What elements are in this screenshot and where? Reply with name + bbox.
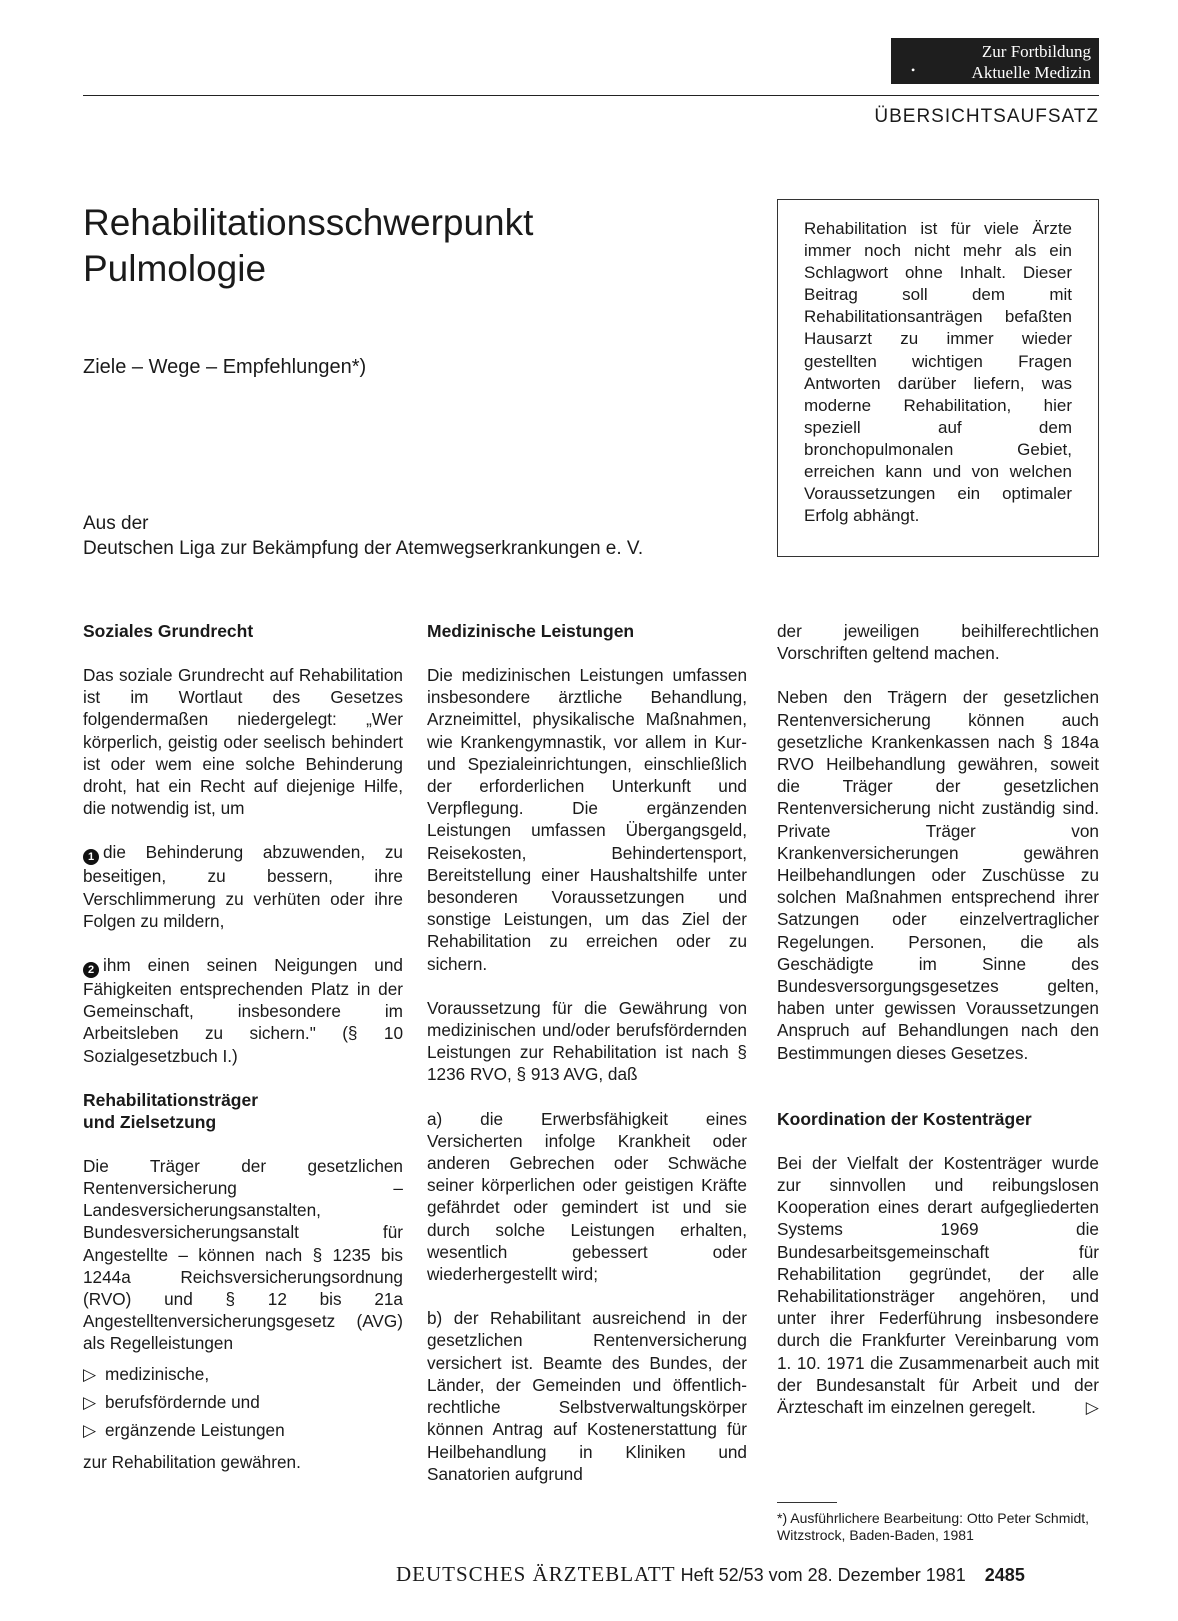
list-item-text: medizinische, [105,1363,210,1384]
paragraph: Die Träger der gesetzlichen Rentenversicherung – Landesversicherungsanstalten, Bundesversicherungsanstalt für Angestellte – können nach § 1235 bis 1244a Reichsversicherungsordnung (RVO) und § 12 bis 21a Angestelltenversicherungsgesetz (AVG) als Regelleistungen [83,1155,403,1354]
heading-koordination: Koordination der Kostenträger [777,1108,1032,1129]
heading-medizinische-leistungen: Medizinische Leistungen [427,621,635,641]
numbered-item-1 [83,841,403,932]
issue-info: Heft 52/53 vom 28. Dezember 1981 [680,1565,966,1585]
paragraph: Neben den Trägern der gesetzlichen Rentenversicherung können auch gesetzliche Krankenkassen nach § 184a RVO Heilbehandlung gewähren, soweit die Träger der gesetzlichen Rentenversicherung nicht zuständig sind. Private Träger von Krankenversicherungen gewähren Heilbehandlungen oder Zuschüsse zu solchen Maßnahmen entsprechend ihrer Satzungen oder einzelvertraglicher Regelungen. Personen, die als Geschädigte im Sinne des Bundesversorgungsgesetzes gelten, haben unter gewissen Voraussetzungen Anspruch auf Behandlungen nach den Bestimmungen dieses Gesetzes. [777,687,1099,1063]
paragraph: zur Rehabilitation gewähren. [83,1452,301,1473]
section-badge [891,38,1099,84]
abstract-box: Rehabilitation ist für viele Ärzte immer noch nicht mehr als ein Schlagwort ohne Inhalt. Dieser Beitrag soll dem mit Rehabilitationsanträgen befaßten Hausarzt zu immer wieder gestellten wichtigen Fragen Antworten darüber liefern, was moderne Rehabilitation, hier speziell auf dem bronchopulmonalen Gebiet, erreichen kann und von welchen Voraussetzungen ein optimaler Erfolg abhängt. [777,199,1099,557]
footnote-rule [777,1502,837,1503]
source-line1: Aus der [83,513,149,534]
list-item-text: ergänzende Leistungen [105,1420,285,1441]
page-number: 2485 [984,1565,1025,1585]
column-3 [777,620,1099,1440]
list-item [83,1363,403,1385]
badge-line1: Zur Fortbildung [981,42,1091,61]
triangle-right-icon: ▷ [83,1420,97,1441]
article-subtitle: Ziele – Wege – Empfehlungen*) [83,356,367,378]
triangle-right-icon: ▷ [83,1363,97,1384]
list-item-text: berufsfördernde und [105,1391,260,1412]
list-item [83,1391,403,1413]
paragraph: Die medizinischen Leistungen umfassen insbesondere ärztliche Behandlung, Arzneimittel, physikalische Maßnahmen, wie Krankengymnastik, vor allem in Kur- und Spezialeinrichtungen, einschließlich der erforderlichen Unterkunft und Verpflegung. Die ergänzenden Leistungen umfassen Übergangsgeld, Reisekosten, Behindertensport, Bereitstellung einer Haushaltshilfe unter besonderen Voraussetzungen und sonstige Leistungen, um das Ziel der Rehabilitation zu erreichen oder zu sichern. [427,665,747,974]
continue-arrow-icon: ▷ [1085,1397,1099,1418]
paragraph-text: Bei der Vielfalt der Kostenträger wurde zur sinnvollen und reibungslosen Kooperation eines derart aufgegliederten Systems 1969 die Bundesarbeitsgemeinschaft für Rehabilitation gegründet, der alle Rehabilitationsträger angehören, und unter ihrer Federführung insbesondere durch die Frankfurter Vereinbarung vom 1. 10. 1971 die Zusammenarbeit auch mit der Bundesanstalt für Arbeit und der Ärzteschaft im einzelnen geregelt. [777,1152,1099,1418]
article-title [83,200,533,292]
article-category: ÜBERSICHTSAUFSATZ [874,106,1099,127]
heading-soziales-grundrecht: Soziales Grundrecht [83,621,254,641]
column-2 [427,620,747,1507]
journal-name: DEUTSCHES ÄRZTEBLATT [396,1562,676,1586]
list-item [83,1419,403,1441]
heading-rehabilitationstraeger [83,1089,403,1133]
paragraph: Das soziale Grundrecht auf Rehabilitation ist im Wortlaut des Gesetzes folgendermaßen niedergelegt: „Wer körperlich, geistig oder seelisch behindert ist oder wem eine solche Behinderung droht, hat ein Recht auf diejenige Hilfe, die notwendig ist, um [83,665,403,819]
heading-line2: und Zielsetzung [83,1111,217,1132]
numbered-item-text: die Behinderung abzuwenden, zu beseitigen, zu bessern, ihre Verschlimmerung zu verhüten oder ihre Folgen zu mildern, [83,842,403,931]
number-2-icon: 2 [83,962,99,978]
header-rule [83,95,1099,96]
numbered-item-text: ihm einen seinen Neigungen und Fähigkeiten entsprechenden Platz in der Gemeinschaft, insbesondere im Arbeitsleben zu sichern." (§ 10 Sozialgesetzbuch I.) [83,955,403,1066]
bullet-dot-icon: • [911,63,916,77]
page-footer [396,1562,1025,1587]
badge-line2: Aktuelle Medizin [971,63,1091,82]
paragraph: b) der Rehabilitant ausreichend in der gesetzlichen Rentenversicherung versichert ist. Beamte des Bundes, der Länder, der Gemeinden und öffentlich-rechtliche Selbstverwaltungskörper können Antrag auf Kostenerstattung für Heilbehandlung in Kliniken und Sanatorien aufgrund [427,1308,747,1484]
triangle-right-icon: ▷ [83,1391,97,1412]
paragraph [777,1152,1099,1418]
source-line2: Deutschen Liga zur Bekämpfung der Atemwegserkrankungen e. V. [83,538,644,559]
column-1 [83,620,403,1495]
article-source [83,511,643,561]
number-1-icon: 1 [83,849,99,865]
title-line1: Rehabilitationsschwerpunkt [83,202,534,243]
numbered-item-2 [83,954,403,1067]
paragraph: a) die Erwerbsfähigkeit eines Versicherten infolge Krankheit oder anderen Gebrechen oder Schwäche seiner körperlichen oder geistigen Kräfte gefährdet oder gemindert ist und sie durch solche Leistungen erhalten, wesentlich gebessert oder wiederhergestellt wird; [427,1108,747,1285]
paragraph: der jeweiligen beihilferechtlichen Vorschriften geltend machen. [777,621,1099,664]
heading-line1: Rehabilitationsträger [83,1089,259,1110]
title-line2: Pulmologie [83,248,267,289]
paragraph: Voraussetzung für die Gewährung von medizinischen und/oder berufsfördernden Leistungen zur Rehabilitation ist nach § 1236 RVO, § 913 AVG, daß [427,997,747,1085]
footnote: *) Ausführlichere Bearbeitung: Otto Peter Schmidt, Witzstrock, Baden-Baden, 1981 [777,1510,1090,1543]
